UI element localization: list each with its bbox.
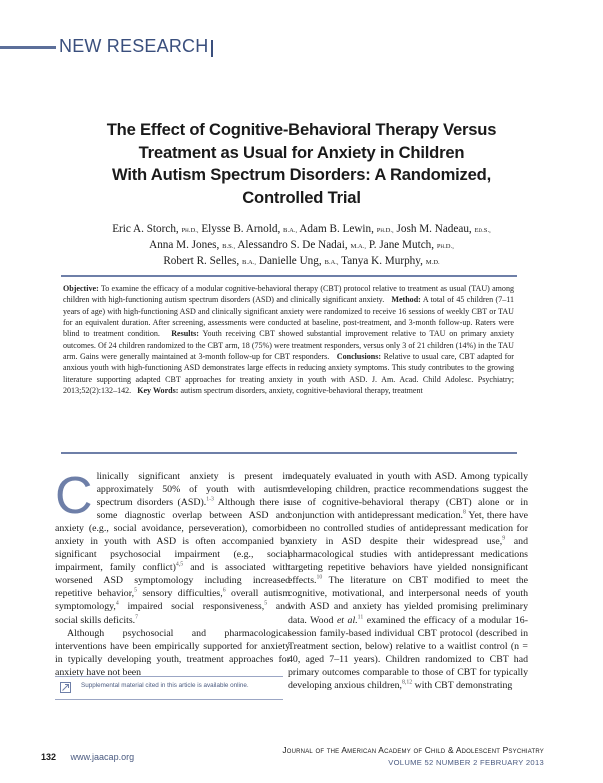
supplemental-note[interactable]	[55, 676, 283, 700]
journal-website-link[interactable]: www.jaacap.org	[70, 752, 135, 762]
citation-ref[interactable]: 4	[115, 601, 119, 608]
section-bar	[0, 46, 56, 49]
citation-ref[interactable]: 1-3	[206, 496, 214, 503]
author-degree: B.A.,	[241, 259, 257, 267]
author-line	[50, 254, 553, 270]
abstract-bottom-rule	[61, 452, 517, 454]
section-label: NEW RESEARCH	[59, 36, 209, 56]
abstract-results-label: Results:	[171, 329, 199, 339]
author-line	[50, 238, 553, 254]
supplement-icon	[60, 682, 71, 693]
author-degree: Ed.S.,	[474, 227, 491, 234]
body-text: overall autism symptomology,	[55, 588, 290, 613]
citation-ref[interactable]: 5	[134, 588, 137, 595]
abstract-keywords: autism spectrum disorders, anxiety, cognitive-behavioral therapy, treatment	[180, 386, 423, 396]
title-line: Controlled Trial	[242, 187, 361, 207]
abstract-results: Youth receiving CBT showed substantial improvement relative to TAU on primary anxiety outcomes. Of 24 children randomized to the CBT arm, 18 (75%) were treatment responders, versus only 3 of 21 children (14%) in the TAU arm. Gains were generally maintained at 3-month follow-up for CBT responders.	[63, 329, 514, 362]
article-title	[40, 119, 563, 209]
abstract-conclusions: Relative to usual care, CBT adapted for anxious youth with high-functioning ASD demonstrates large effects in reducing anxiety symptoms. This study contributes to the growing literature supporting adapted CBT approaches for treating anxiety in youth with ASD. J. Am. Acad. Child Adolesc. Psychiatry; 2013;52(2):132–142.	[63, 352, 514, 396]
body-column-left	[55, 467, 290, 679]
citation-ref[interactable]: 6	[222, 588, 226, 595]
abstract-conclusions-label: Conclusions:	[336, 352, 382, 362]
title-line: Treatment as Usual for Anxiety in Children	[138, 142, 465, 162]
author-degree: B.A.,	[324, 259, 339, 267]
body-text: impaired social responsiveness,	[118, 601, 265, 613]
author-name: P. Jane Mutch,	[368, 239, 435, 252]
body-text: adequately evaluated in youth with ASD. Among typically developing children, practice recommendations suggest the use of cognitive-behavioral therapy (CBT) alone or in conjunction with antidepressant medication.	[288, 471, 528, 522]
et-al: et al.	[336, 614, 358, 626]
body-text: sensory difficulties,	[136, 588, 223, 600]
author-degree: M.D.	[425, 259, 440, 267]
body-text: Although there is some diagnostic overlap between ASD and anxiety (e.g., social avoidance, perseveration), comorbid anxiety in youth with ASD is often accompanied by significant psychosocial impairment (e.g., social impairment, family conflict)	[55, 497, 290, 574]
body-paragraph	[55, 467, 290, 627]
citation-ref[interactable]: 4,5	[175, 562, 184, 569]
volume-issue: VOLUME 52 NUMBER 2 FEBRUARY 2013	[388, 758, 544, 767]
author-name: Anna M. Jones,	[149, 239, 220, 252]
abstract-method: A total of 45 children (7–11 years of age) with high-functioning ASD and clinically significant anxiety were randomized to receive 16 sessions of weekly CBT or TAU for an equivalent duration. After screening, assessments were conducted at baseline, post-treatment, and 3-month follow-up. Raters were blind to treatment condition.	[63, 295, 514, 339]
title-line: The Effect of Cognitive-Behavioral Therapy Versus	[106, 120, 497, 139]
body-text: and is associated with worsened ASD symptomology including increased repetitive behavior,	[55, 562, 290, 600]
citation-ref[interactable]: 8	[463, 509, 466, 516]
author-degree: B.S.,	[222, 243, 236, 251]
abstract-top-rule	[61, 275, 517, 277]
body-paragraph	[288, 470, 528, 692]
abstract-method-label: Method:	[391, 295, 421, 305]
drop-cap: C	[55, 467, 93, 525]
abstract	[63, 283, 514, 396]
abstract-objective-label: Objective:	[63, 284, 99, 293]
abstract-keywords-label: Key Words:	[137, 386, 179, 396]
author-degree: Ph.D.,	[181, 227, 199, 234]
author-name: Danielle Ung,	[258, 255, 322, 268]
citation-ref[interactable]: 10	[316, 575, 323, 582]
abstract-objective: To examine the efficacy of a modular cognitive-behavioral therapy (CBT) protocol relative to treatment as usual (TAU) among children with high-functioning autism spectrum disorders (ASD) and clinically significant anxiety.	[63, 284, 514, 305]
author-name: Josh M. Nadeau,	[396, 223, 472, 235]
section-header	[0, 36, 603, 62]
author-degree: Ph.D.,	[376, 227, 394, 234]
citation-ref[interactable]: 8,12	[402, 679, 413, 686]
footer-left	[41, 752, 134, 762]
body-text: Yet, there have been no controlled studies of antidepressant medication for anxiety in ASD despite their widespread use,	[288, 510, 528, 548]
section-divider	[211, 40, 213, 57]
body-text: with CBT demonstrating	[412, 679, 513, 691]
body-paragraph: Although psychosocial and pharmacological interventions have been empirically supported for anxiety in typically developing youth, treatment approaches for anxiety have not been	[55, 627, 290, 678]
footer-right	[282, 745, 544, 767]
journal-name: Journal of the American Academy of Child & Adolescent Psychiatry	[282, 745, 544, 755]
author-line	[50, 222, 553, 238]
author-name: Tanya K. Murphy,	[341, 255, 423, 268]
author-degree: B.A.,	[283, 227, 298, 234]
body-column-right	[288, 470, 528, 692]
body-text: and pharmacological studies with antidepressant medications targeting repetitive behaviors have yielded nonsignificant effects.	[288, 536, 528, 587]
author-degree: Ph.D.,	[436, 243, 454, 251]
author-name: Alessandro S. De Nadai,	[237, 239, 348, 252]
citation-ref[interactable]: 11	[357, 614, 364, 621]
citation-ref[interactable]: 9	[502, 535, 506, 542]
citation-ref[interactable]: 7	[135, 614, 139, 621]
body-text: examined the efficacy of a modular 16-session family-based individual CBT protocol (described in Treatment section, below) relative to a waitlist control (n = 40, aged 7–11 years). Children randomized to CBT had primary outcomes comparable to those of CBT for typically developing anxious children,	[288, 614, 528, 691]
citation-ref[interactable]: 5	[264, 601, 268, 608]
author-name: Eric A. Storch,	[112, 223, 179, 235]
author-name: Elysse B. Arnold,	[201, 223, 281, 235]
author-degree: M.A.,	[350, 243, 367, 251]
title-line: With Autism Spectrum Disorders: A Randomized,	[112, 165, 491, 184]
page-number: 132	[41, 752, 57, 762]
supplemental-text: Supplemental material cited in this article is available online.	[81, 682, 249, 689]
author-name: Adam B. Lewin,	[299, 223, 374, 235]
author-list	[50, 222, 553, 271]
body-text: The literature on CBT modified to meet the cognitive, motivational, and interpersonal needs of youth with ASD and anxiety has yielded promising preliminary data. Wood	[288, 575, 528, 626]
author-name: Robert R. Selles,	[163, 255, 240, 268]
body-text: and social skills deficits.	[55, 601, 290, 626]
body-text: linically significant anxiety is present in approximately 50% of youth with autism spectrum disorders (ASD).	[96, 471, 290, 509]
